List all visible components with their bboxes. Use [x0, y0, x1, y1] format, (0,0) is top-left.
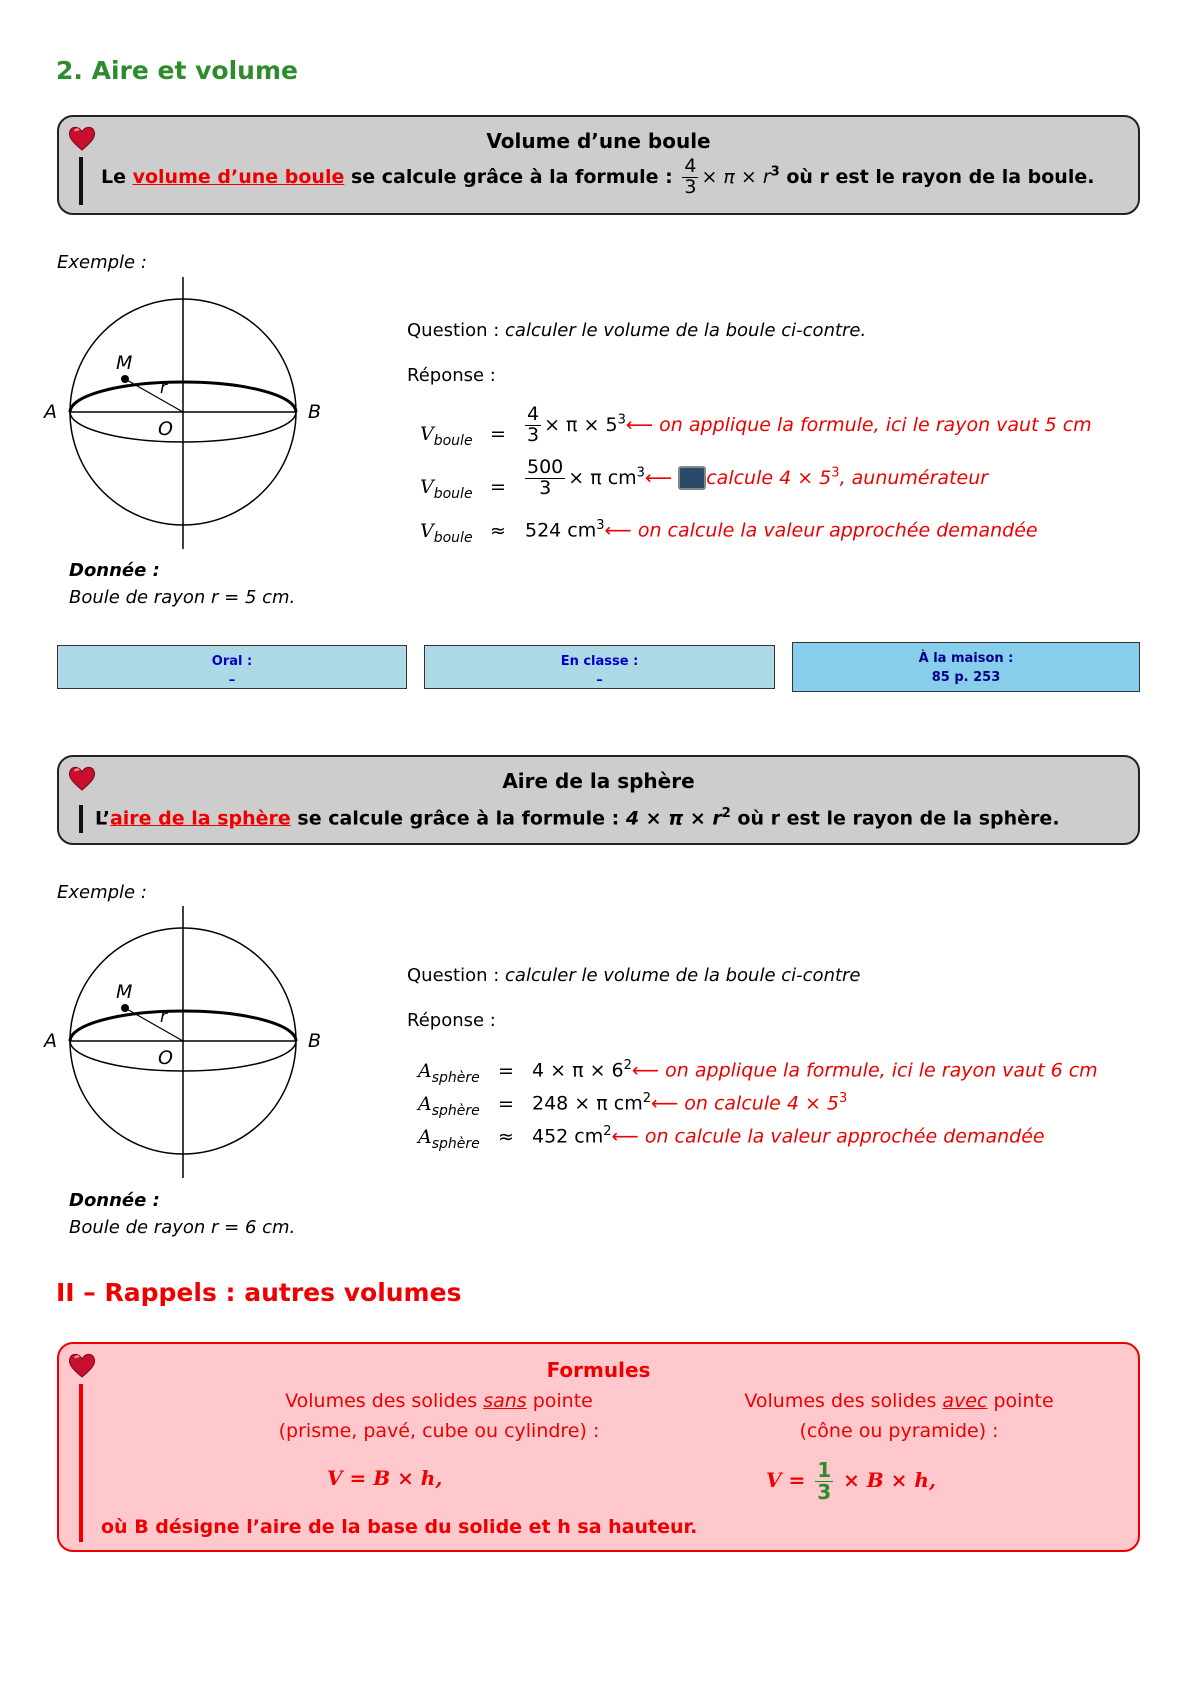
- formulas-box: [57, 1342, 1140, 1552]
- calc-row: $A_{sphère}$ ≈ 452 $cm^2⟵$ on calcule la valeur approchée demandée: [418, 1124, 1045, 1152]
- box-bar: [79, 1384, 83, 1542]
- area-box-title: Aire de la sphère: [502, 769, 695, 793]
- formula-without-point: V = B × h,: [327, 1466, 443, 1490]
- area-definition-box: [57, 755, 1140, 845]
- formula-with-point: V = $\frac{1}{3}$ × B × h,: [766, 1458, 936, 1504]
- sphere-figure-1: [40, 275, 340, 555]
- example1-answer-label: Réponse :: [407, 365, 496, 386]
- point-a-label: A: [44, 401, 57, 423]
- section-title: 2. Aire et volume: [56, 56, 298, 85]
- box-bar: [79, 805, 83, 833]
- formulas-left-column: Volumes des solides sans pointe (prisme, pavé, cube ou cylindre) :: [278, 1390, 600, 1442]
- example2-given: Boule de rayon r = 6 cm.: [69, 1217, 296, 1238]
- radius-label: r: [160, 1007, 167, 1027]
- example2-question: Question : calculer le volume de la boule ci-contre: [407, 965, 861, 986]
- point-m-label: M: [116, 352, 133, 374]
- aire-sphere-link[interactable]: aire de la sphère: [109, 807, 291, 830]
- calc-row: $A_{sphère}$ = 248 × π $cm^2⟵$ on calcule $4 \times 5^3$: [418, 1091, 848, 1119]
- calc-row: $A_{sphère}$ = $4 \times \pi \times 6^2⟵$ on applique la formule, ici le rayon vaut 6 cm: [418, 1058, 1098, 1086]
- radius-label: r: [160, 378, 167, 398]
- formulas-footer: où B désigne l’aire de la base du solide et h sa hauteur.: [101, 1516, 698, 1538]
- volume-formula-text: Le volume d’une boule se calcule grâce à la formule : $\frac{4}{3}$ × $\pi \times r^3$ où r est le rayon de la boule.: [101, 155, 1095, 198]
- example1-given-label: Donnée :: [69, 560, 160, 581]
- volume-definition-box: [57, 115, 1140, 215]
- point-o-label: O: [158, 418, 173, 440]
- calculator-icon: [678, 466, 706, 490]
- section2-title: II – Rappels : autres volumes: [56, 1278, 462, 1307]
- sphere-figure-2: [40, 904, 340, 1184]
- point-o-label: O: [158, 1047, 173, 1069]
- point-b-label: B: [308, 401, 322, 423]
- volume-boule-link[interactable]: volume d’une boule: [132, 165, 345, 188]
- example1-question: Question : calculer le volume de la boule ci-contre.: [407, 320, 867, 341]
- box-bar: [79, 157, 83, 205]
- formulas-title: Formules: [546, 1358, 651, 1382]
- example2-answer-label: Réponse :: [407, 1010, 496, 1031]
- point-m-label: M: [116, 981, 133, 1003]
- homework-classe: En classe : –: [424, 645, 775, 689]
- formulas-right-column: Volumes des solides avec pointe (cône ou pyramide) :: [744, 1390, 1054, 1442]
- example1-given: Boule de rayon r = 5 cm.: [69, 587, 296, 608]
- calc-row: $V_{boule}$ = $\frac{500}{3}$ × π $cm^3⟵$ calcule $4 \times 5^3$, aunumérateur: [420, 456, 989, 502]
- point-a-label: A: [44, 1030, 57, 1052]
- area-formula-text: L’aire de la sphère se calcule grâce à la formule : $4 \times \pi \times r^2$ où r est le rayon de la sphère.: [95, 806, 1060, 830]
- calc-row: $V_{boule}$ ≈ 524 $cm^3⟵$ on calcule la valeur approchée demandée: [420, 518, 1038, 546]
- example2-label: Exemple :: [57, 882, 147, 903]
- example1-label: Exemple :: [57, 252, 147, 273]
- volume-box-title: Volume d’une boule: [486, 129, 711, 153]
- calc-row: $V_{boule}$ = $\frac{4}{3}$ × $\pi \times 5^3⟵$ on applique la formule, ici le rayon vaut 5 cm: [420, 403, 1092, 449]
- example2-given-label: Donnée :: [69, 1190, 160, 1211]
- point-b-label: B: [308, 1030, 322, 1052]
- homework-maison: À la maison : 85 p. 253: [792, 642, 1140, 692]
- homework-oral: Oral : –: [57, 645, 407, 689]
